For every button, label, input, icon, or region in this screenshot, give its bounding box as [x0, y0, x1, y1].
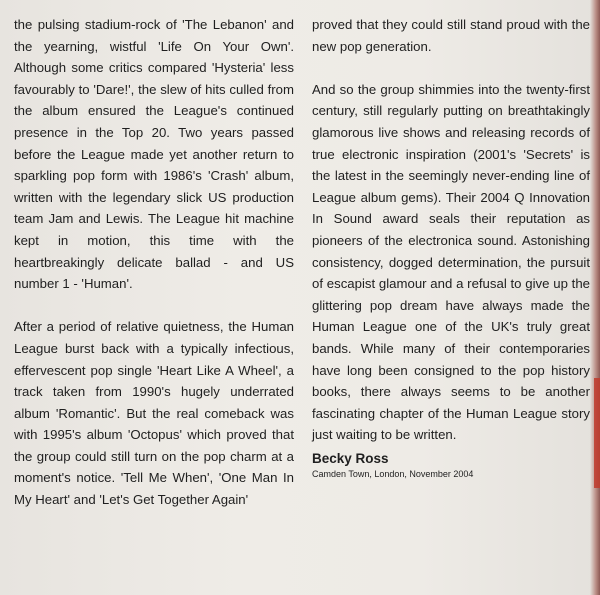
right-column — [312, 14, 590, 480]
booklet-edge-accent — [594, 378, 600, 488]
left-paragraph-2: After a period of relative quietness, the Human League burst back with a typically infectious, effervescent pop single 'Heart Like A Wheel', a track taken from 1990's hugely underrated album 'Romantic'. But the real comeback was with 1995's album 'Octopus' which proved that the group could still turn on the pop charm at a moment's notice. 'Tell Me When', 'One Man In My Heart' and 'Let's Get Together Again' — [14, 319, 294, 508]
paragraph-gap — [312, 57, 590, 79]
right-paragraph-1: proved that they could still stand proud with the new pop generation. — [312, 17, 590, 54]
left-paragraph-1: the pulsing stadium-rock of 'The Lebanon' and the yearning, wistful 'Life On Your Own'. Although some critics compared 'Hysteria' less favourably to 'Dare!', the slew of hits culled from the album ensured the League's continued presence in the Top 20. Two years passed before the League made yet another return to sparkling pop form with 1986's 'Crash' album, written with the legendary slick US production team Jam and Lewis. The League hit machine kept in motion, this time with the heartbreakingly delicate ballad - and US number 1 - 'Human'. — [14, 17, 294, 292]
author-name: Becky Ross — [312, 450, 389, 466]
left-column — [14, 14, 294, 511]
author-place-date: Camden Town, London, November 2004 — [312, 468, 474, 479]
paragraph-gap — [14, 295, 294, 317]
right-paragraph-2: And so the group shimmies into the twenty-first century, still regularly putting on breathtakingly glamorous live shows and releasing records of true electronic inspiration (2001's 'Secrets' is the latest in the seemingly never-ending line of League album gems). Their 2004 Q Innovation In Sound award seals their reputation as pioneers of the electronica sound. Astonishing consistency, dogged determination, the pursuit of escapist glamour and a refusal to give up the glittering pop dream have always made the Human League one of the UK's truly great bands. While many of their contemporaries have long been consigned to the pop history books, there always seems to be another fascinating chapter of the Human League story just waiting to be written. — [312, 81, 590, 443]
booklet-edge-shadow — [590, 0, 600, 595]
